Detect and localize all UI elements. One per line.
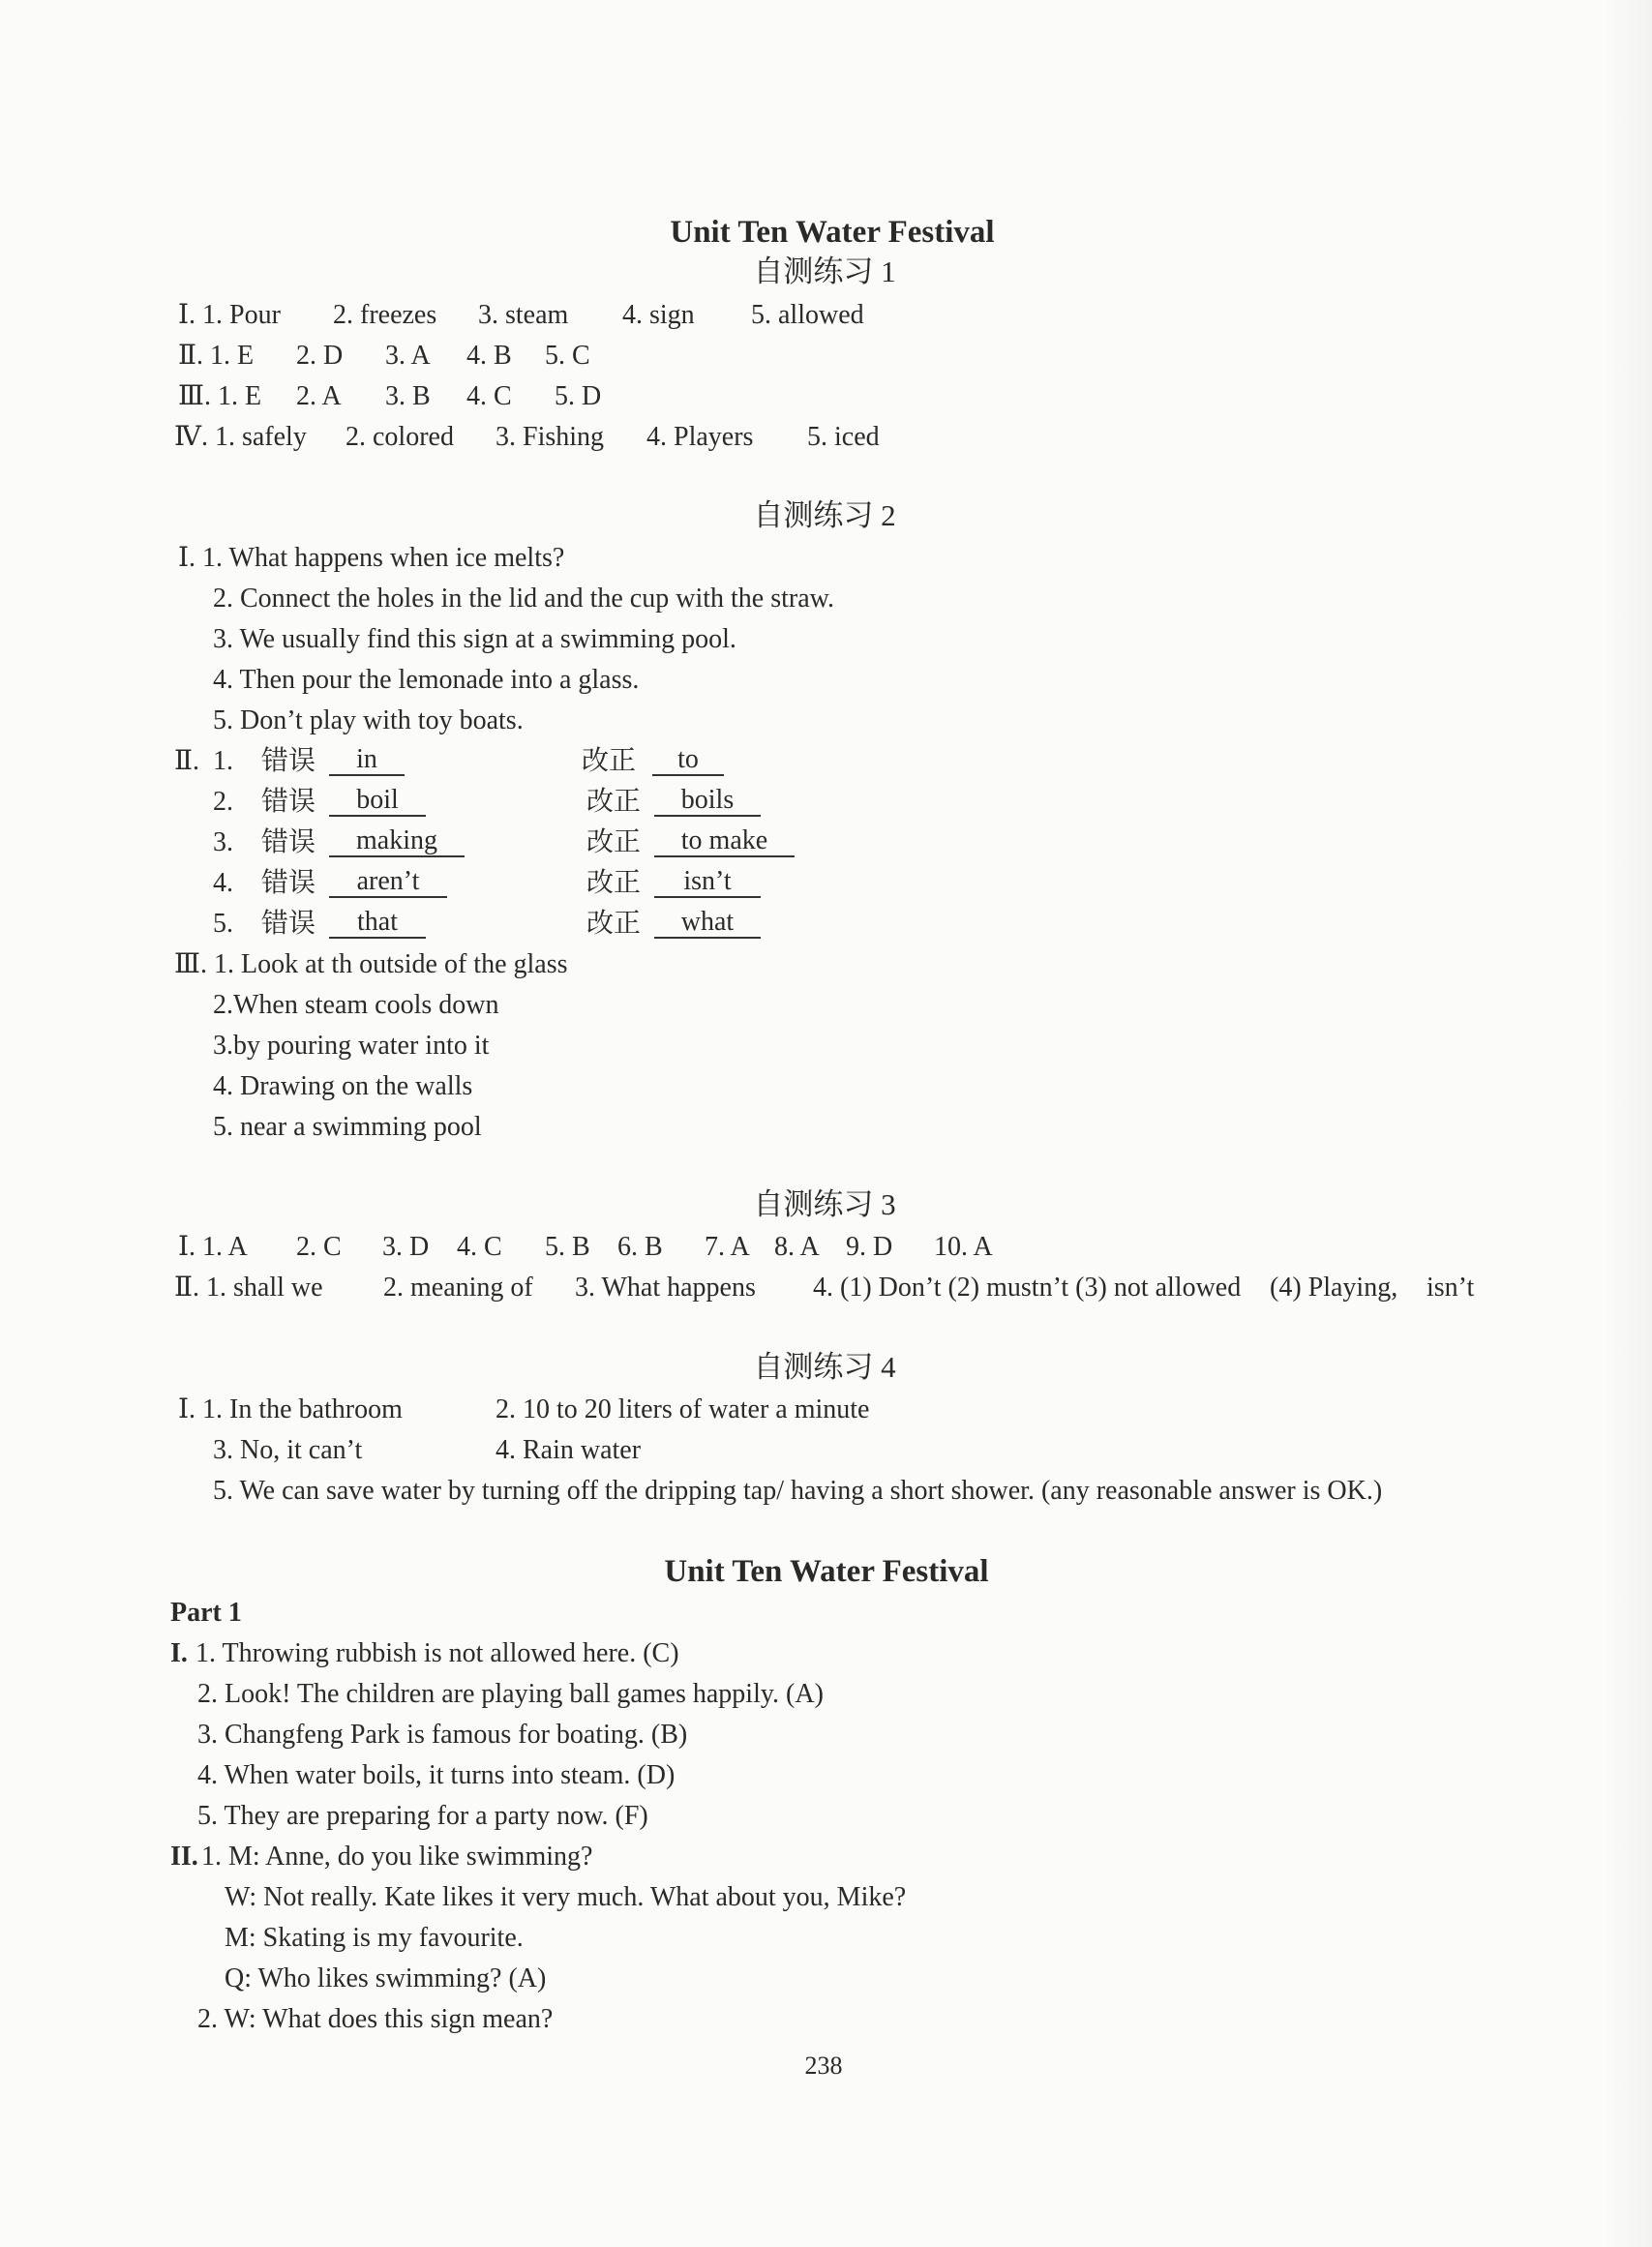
ex1-row4-e: 5. iced <box>807 422 880 452</box>
ex2-s3-line: 5. near a swimming pool <box>213 1112 482 1142</box>
ex1-row3-c: 3. B <box>385 381 431 411</box>
fix-label: 改正 <box>582 746 637 776</box>
exercise-1-heading: 自测练习 1 <box>753 255 896 288</box>
fix-answer: what <box>654 908 761 939</box>
ex2-s3-line: Ⅲ. 1. Look at th outside of the glass <box>174 949 568 979</box>
ex1-row4-d: 4. Players <box>646 422 754 452</box>
fix-label: 改正 <box>586 787 642 817</box>
ex3-r1-item: Ⅰ. 1. A <box>178 1232 248 1262</box>
fix-label: 改正 <box>586 868 642 898</box>
ex1-row2-b: 2. D <box>296 341 344 371</box>
ex4-item: Ⅰ. 1. In the bathroom <box>178 1394 403 1424</box>
ex1-row2-d: 4. B <box>466 341 512 371</box>
fix-answer: to <box>652 745 724 776</box>
ex4-item: 4. Rain water <box>496 1435 642 1465</box>
wrong-answer: aren’t <box>329 867 447 898</box>
ex3-r1-item: 4. C <box>457 1232 502 1262</box>
ex3-r2-item: 2. meaning of <box>383 1273 533 1303</box>
ex3-r2-item: Ⅱ. 1. shall we <box>174 1273 323 1303</box>
ex1-row1-c: 3. steam <box>478 300 569 330</box>
ex2-s2-num: 1. <box>213 746 233 776</box>
part1-s2-line: M: Skating is my favourite. <box>225 1923 524 1953</box>
part1-s2-line: 2. W: What does this sign mean? <box>197 2004 554 2034</box>
ex3-r1-item: 3. D <box>382 1232 430 1262</box>
fix-label: 改正 <box>586 827 642 857</box>
ex3-r1-item: 10. A <box>934 1232 993 1262</box>
unit-title-listening: Unit Ten Water Festival <box>664 1554 989 1589</box>
part-1-heading: Part 1 <box>170 1598 242 1628</box>
exercise-2-heading: 自测练习 2 <box>753 498 896 532</box>
ex2-s2-num: 3. <box>213 827 233 857</box>
ex2-s3-line: 2.When steam cools down <box>213 990 499 1020</box>
ex2-s3-line: 4. Drawing on the walls <box>213 1071 473 1101</box>
ex2-s2-num: 5. <box>213 909 233 939</box>
ex3-r1-item: 8. A <box>774 1232 820 1262</box>
part1-s1-prefix: I. <box>170 1638 188 1668</box>
ex3-r1-item: 9. D <box>846 1232 893 1262</box>
unit-title: Unit Ten Water Festival <box>670 215 995 250</box>
ex1-row3-d: 4. C <box>466 381 512 411</box>
fix-answer: isn’t <box>654 867 761 898</box>
ex1-row2-c: 3. A <box>385 341 431 371</box>
ex3-r2-item: (4) Playing, <box>1270 1273 1398 1303</box>
part1-s1-line: 4. When water boils, it turns into steam. (D) <box>197 1760 676 1790</box>
ex2-s3-line: 3.by pouring water into it <box>213 1031 490 1061</box>
ex2-s2-num: 2. <box>213 787 233 817</box>
ex1-row2-a: Ⅱ. 1. E <box>178 341 255 371</box>
part1-s2-prefix: II. <box>170 1842 198 1872</box>
ex1-row4-b: 2. colored <box>345 422 454 452</box>
ex3-r2-item: 3. What happens <box>575 1273 756 1303</box>
ex2-s2-prefix: Ⅱ. <box>174 746 200 776</box>
ex4-item: 3. No, it can’t <box>213 1435 363 1465</box>
ex1-row2-e: 5. C <box>545 341 590 371</box>
ex3-r2-item: isn’t <box>1427 1273 1475 1303</box>
ex1-row4-c: 3. Fishing <box>496 422 605 452</box>
ex3-r1-item: 7. A <box>705 1232 750 1262</box>
ex2-s2-num: 4. <box>213 868 233 898</box>
ex1-row3-e: 5. D <box>555 381 602 411</box>
ex3-r1-item: 6. B <box>617 1232 663 1262</box>
part1-s2-line: Q: Who likes swimming? (A) <box>225 1963 547 1993</box>
ex3-r2-item: 4. (1) Don’t (2) mustn’t (3) not allowed <box>813 1273 1242 1303</box>
wrong-answer: in <box>329 745 405 776</box>
wrong-answer: boil <box>329 786 426 817</box>
wrong-label: 错误 <box>261 868 316 898</box>
page-edge-shadow <box>1604 0 1652 2247</box>
ex2-s1-line: 2. Connect the holes in the lid and the cup with the straw. <box>213 584 835 614</box>
part1-s1-line: 1. Throwing rubbish is not allowed here. (C) <box>195 1638 679 1668</box>
part1-s2-line: 1. M: Anne, do you like swimming? <box>201 1842 593 1872</box>
part1-s1-line: 5. They are preparing for a party now. (F) <box>197 1801 648 1831</box>
ex1-row1-d: 4. sign <box>622 300 695 330</box>
ex1-row1-b: 2. freezes <box>333 300 437 330</box>
ex3-r1-item: 2. C <box>296 1232 342 1262</box>
wrong-answer: that <box>329 908 426 939</box>
ex1-row1-e: 5. allowed <box>751 300 864 330</box>
ex2-s1-line: Ⅰ. 1. What happens when ice melts? <box>178 543 565 573</box>
ex2-s1-line: 5. Don’t play with toy boats. <box>213 705 524 735</box>
exercise-3-heading: 自测练习 3 <box>753 1187 896 1221</box>
fix-answer: boils <box>654 786 761 817</box>
fix-answer: to make <box>654 826 795 857</box>
wrong-label: 错误 <box>261 827 316 857</box>
ex1-row3-b: 2. A <box>296 381 342 411</box>
ex4-item: 2. 10 to 20 liters of water a minute <box>496 1394 870 1424</box>
ex3-r1-item: 5. B <box>545 1232 590 1262</box>
fix-label: 改正 <box>586 909 642 939</box>
ex1-row3-a: Ⅲ. 1. E <box>178 381 262 411</box>
wrong-label: 错误 <box>261 909 316 939</box>
ex2-s1-line: 3. We usually find this sign at a swimming pool. <box>213 624 736 654</box>
ex2-s1-line: 4. Then pour the lemonade into a glass. <box>213 665 640 695</box>
ex1-row4-a: Ⅳ. 1. safely <box>174 422 307 452</box>
wrong-label: 错误 <box>261 787 316 817</box>
part1-s1-line: 3. Changfeng Park is famous for boating. (B) <box>197 1720 688 1750</box>
exercise-4-heading: 自测练习 4 <box>753 1350 896 1384</box>
part1-s1-line: 2. Look! The children are playing ball games happily. (A) <box>197 1679 824 1709</box>
part1-s2-line: W: Not really. Kate likes it very much. What about you, Mike? <box>225 1882 907 1912</box>
page-number: 238 <box>804 2052 843 2080</box>
ex4-item: 5. We can save water by turning off the dripping tap/ having a short shower. (any reasonable answer is OK.) <box>213 1476 1383 1506</box>
wrong-label: 错误 <box>261 746 316 776</box>
ex1-row1-a: Ⅰ. 1. Pour <box>178 300 281 330</box>
wrong-answer: making <box>329 826 465 857</box>
